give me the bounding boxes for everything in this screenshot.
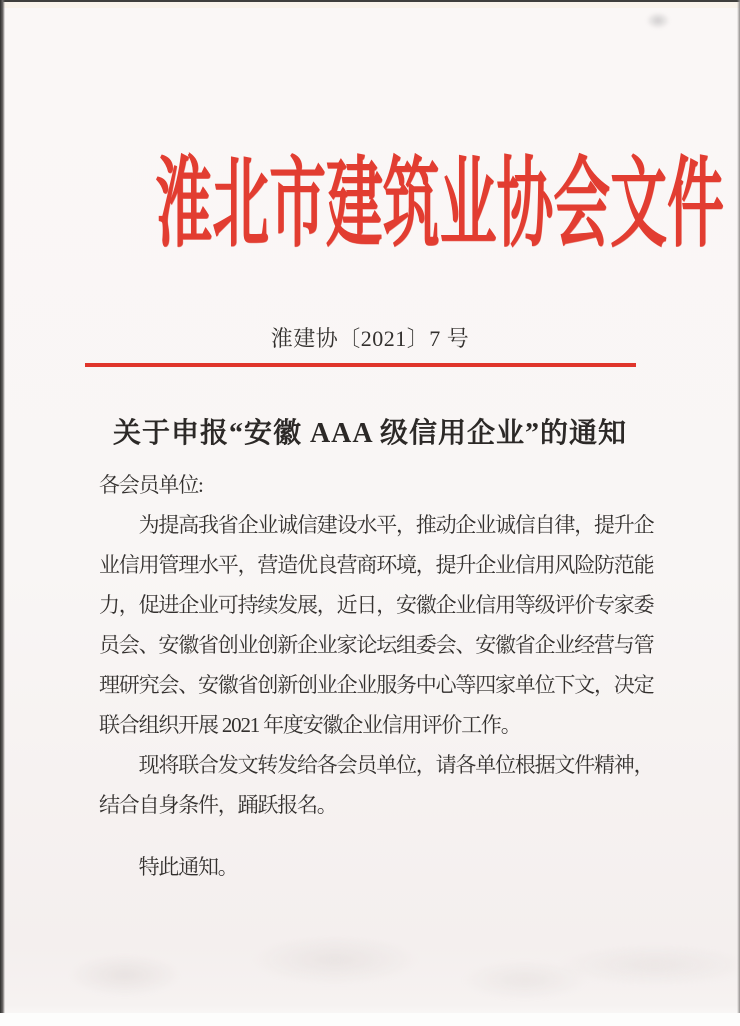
red-letterhead-title: 淮北市建筑业协会文件 [155, 151, 724, 259]
scan-bottom-mottling [5, 935, 737, 1013]
scan-bottom-strip [0, 1013, 740, 1026]
paragraph [99, 505, 664, 745]
scan-edge-top-tint [0, 2, 740, 8]
document-number: 淮建协〔2021〕7 号 [270, 326, 470, 351]
body-text-line: 结合自身条件，踊跃报名。 [99, 793, 337, 817]
body-text-line: 联合组织开展 2021 年度安徽企业信用评价工作。 [99, 713, 521, 737]
body-paragraphs [99, 465, 664, 887]
scan-smudge-mark [646, 12, 670, 29]
body-text-line: 力，促进企业可持续发展，近日，安徽企业信用等级评价专家委 [99, 593, 654, 617]
body-text-line: 理研究会、安徽省创新创业企业服务中心等四家单位下文，决定 [99, 673, 654, 697]
body-text-line: 员会、安徽省创业创新企业家论坛组委会、安徽省企业经营与管 [99, 633, 654, 657]
body-text-line: 现将联合发文转发给各会员单位，请各单位根据文件精神， [99, 753, 654, 777]
body-text-line: 特此通知。 [99, 855, 238, 879]
body-text-line: 为提高我省企业诚信建设水平，推动企业诚信自律，提升企 [99, 513, 654, 537]
red-divider-rule [85, 363, 636, 367]
scan-edge-left [0, 0, 5, 1026]
body-text-line: 各会员单位: [99, 473, 203, 497]
paragraph [99, 745, 664, 825]
notice-title: 关于申报“安徽 AAA 级信用企业”的通知 [112, 418, 628, 449]
body-text-line: 业信用管理水平，营造优良营商环境，提升企业信用风险防范能 [99, 553, 654, 577]
paragraph [99, 465, 664, 505]
paragraph [99, 847, 664, 887]
